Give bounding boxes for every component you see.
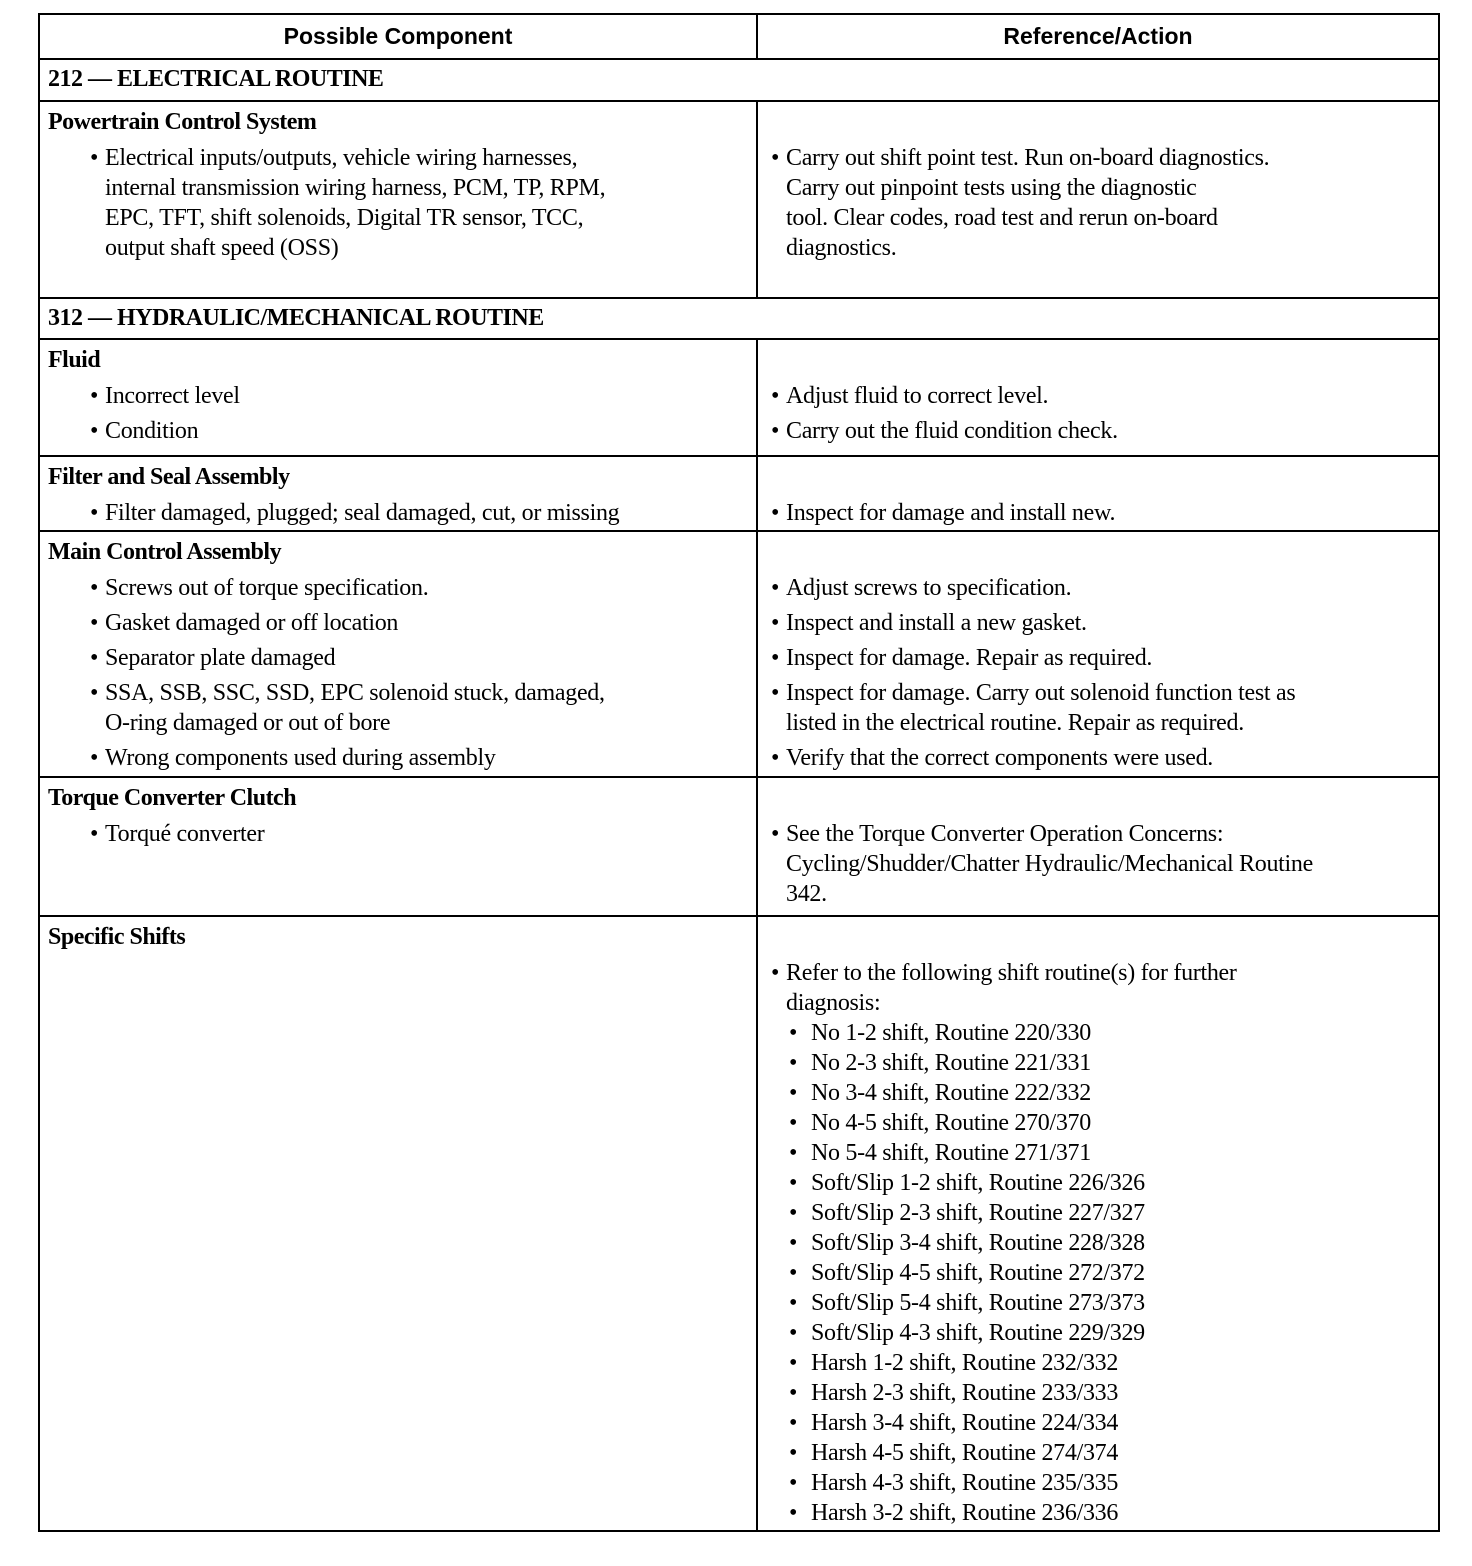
component-cell [39, 101, 757, 298]
bullet-icon: • [90, 645, 99, 671]
sub-bullet-item [786, 1318, 1438, 1348]
bullet-text: 342. [786, 881, 827, 907]
bullet-item [758, 958, 1438, 1528]
component-title: Specific Shifts [48, 924, 186, 950]
spacer [758, 457, 1438, 493]
bullet-icon: • [789, 1080, 798, 1106]
bullet-item [758, 608, 1438, 638]
sub-bullet-text: Soft/Slip 1-2 shift, Routine 226/326 [811, 1170, 1145, 1196]
bullet-text: Cycling/Shudder/Chatter Hydraulic/Mechanical Routine [786, 851, 1313, 877]
bullet-item [40, 381, 756, 411]
action-cell [757, 456, 1439, 531]
spacer [758, 340, 1438, 376]
bullet-text: output shaft speed (OSS) [105, 235, 339, 261]
bullet-icon: • [789, 1440, 798, 1466]
bullet-text: See the Torque Converter Operation Concerns: [786, 821, 1224, 847]
bullet-text: Condition [105, 418, 199, 444]
bullet-icon: • [771, 575, 780, 601]
bullet-icon: • [789, 1260, 798, 1286]
bullet-icon: • [771, 383, 780, 409]
sub-bullet-text: No 1-2 shift, Routine 220/330 [811, 1020, 1091, 1046]
component-cell [39, 456, 757, 531]
bullet-item [758, 573, 1438, 603]
bullet-icon: • [771, 745, 780, 771]
bullet-item [758, 416, 1438, 446]
component-title: Fluid [48, 347, 101, 373]
component-row [39, 339, 1439, 456]
component-row [39, 531, 1439, 777]
header-possible-component: Possible Component [39, 14, 757, 59]
bullet-text: internal transmission wiring harness, PCM, TP, RPM, [105, 175, 606, 201]
sub-bullet-text: No 4-5 shift, Routine 270/370 [811, 1110, 1091, 1136]
bullet-item [40, 143, 756, 263]
component-cell [39, 339, 757, 456]
bullet-text: Screws out of torque specification. [105, 575, 429, 601]
section-row [39, 59, 1439, 101]
bullet-icon: • [90, 680, 99, 706]
bullet-text: SSA, SSB, SSC, SSD, EPC solenoid stuck, damaged, [105, 680, 605, 706]
bullet-item [40, 416, 756, 446]
bullet-text: Verify that the correct components were used. [786, 745, 1213, 771]
sub-bullet-item [786, 1258, 1438, 1288]
sub-bullet-text: Soft/Slip 5-4 shift, Routine 273/373 [811, 1290, 1145, 1316]
bullet-text: EPC, TFT, shift solenoids, Digital TR sensor, TCC, [105, 205, 584, 231]
bullet-icon: • [789, 1170, 798, 1196]
component-cell [39, 531, 757, 777]
component-row [39, 456, 1439, 531]
sub-bullet-item [786, 1108, 1438, 1138]
table-header-row [39, 14, 1439, 59]
bullet-icon: • [789, 1290, 798, 1316]
bullet-item [758, 643, 1438, 673]
bullet-item [758, 819, 1438, 909]
bullet-icon: • [789, 1050, 798, 1076]
bullet-text: Adjust fluid to correct level. [786, 383, 1049, 409]
component-row [39, 916, 1439, 1531]
sub-bullet-item [786, 1438, 1438, 1468]
sub-bullet-text: Harsh 4-5 shift, Routine 274/374 [811, 1440, 1119, 1466]
sub-bullet-text: Harsh 4-3 shift, Routine 235/335 [811, 1470, 1119, 1496]
bullet-icon: • [789, 1140, 798, 1166]
sub-bullet-item [786, 1408, 1438, 1438]
bullet-text: Adjust screws to specification. [786, 575, 1072, 601]
sub-bullet-text: Harsh 3-4 shift, Routine 224/334 [811, 1410, 1119, 1436]
component-title: Main Control Assembly [48, 539, 282, 565]
bullet-item [40, 819, 756, 849]
bullet-text: Carry out the fluid condition check. [786, 418, 1118, 444]
bullet-icon: • [771, 145, 780, 171]
bullet-text: Inspect for damage. Carry out solenoid function test as [786, 680, 1296, 706]
bullet-text: Filter damaged, plugged; seal damaged, cut, or missing [105, 500, 620, 526]
bullet-item [758, 678, 1438, 738]
sub-bullet-text: Soft/Slip 3-4 shift, Routine 228/328 [811, 1230, 1145, 1256]
bullet-icon: • [90, 610, 99, 636]
component-row [39, 777, 1439, 916]
bullet-icon: • [771, 680, 780, 706]
sub-bullet-text: Harsh 2-3 shift, Routine 233/333 [811, 1380, 1119, 1406]
bullet-item [758, 143, 1438, 263]
sub-bullet-item [786, 1168, 1438, 1198]
bullet-icon: • [789, 1020, 798, 1046]
bullet-item [758, 381, 1438, 411]
bullet-text: Incorrect level [105, 383, 240, 409]
sub-bullet-item [786, 1078, 1438, 1108]
bullet-item [40, 743, 756, 773]
bullet-text: Torqué converter [105, 821, 265, 847]
bullet-item [40, 643, 756, 673]
action-cell [757, 916, 1439, 1531]
sub-bullet-text: No 2-3 shift, Routine 221/331 [811, 1050, 1091, 1076]
bullet-text: O-ring damaged or out of bore [105, 710, 391, 736]
diagnostic-table [38, 13, 1440, 1532]
sub-bullet-item [786, 1378, 1438, 1408]
spacer [758, 532, 1438, 568]
component-title: Torque Converter Clutch [48, 785, 297, 811]
bullet-icon: • [789, 1410, 798, 1436]
bullet-icon: • [789, 1230, 798, 1256]
bullet-icon: • [789, 1200, 798, 1226]
bullet-item [40, 678, 756, 738]
bullet-icon: • [771, 645, 780, 671]
bullet-text: Inspect for damage and install new. [786, 500, 1116, 526]
component-title: Filter and Seal Assembly [48, 464, 290, 490]
bullet-icon: • [789, 1380, 798, 1406]
sub-bullet-item [786, 1048, 1438, 1078]
section-title: 312 — HYDRAULIC/MECHANICAL ROUTINE [39, 298, 1439, 339]
bullet-item [758, 743, 1438, 773]
sub-bullet-item [786, 1468, 1438, 1498]
bullet-icon: • [771, 960, 780, 986]
bullet-icon: • [789, 1500, 798, 1526]
sub-bullet-item [786, 1288, 1438, 1318]
spacer [758, 778, 1438, 814]
sub-bullet-item [786, 1018, 1438, 1048]
component-cell [39, 916, 757, 1531]
bullet-text: Gasket damaged or off location [105, 610, 399, 636]
bullet-text: Carry out shift point test. Run on-board diagnostics. [786, 145, 1270, 171]
sub-bullet-text: Harsh 3-2 shift, Routine 236/336 [811, 1500, 1119, 1526]
sub-bullet-text: Soft/Slip 4-3 shift, Routine 229/329 [811, 1320, 1145, 1346]
bullet-text: Carry out pinpoint tests using the diagnostic [786, 175, 1197, 201]
spacer [758, 917, 1438, 953]
bullet-icon: • [771, 418, 780, 444]
sub-bullet-item [786, 1498, 1438, 1528]
bullet-text: Inspect for damage. Repair as required. [786, 645, 1153, 671]
action-cell [757, 531, 1439, 777]
bullet-icon: • [771, 821, 780, 847]
bullet-icon: • [90, 500, 99, 526]
section-title: 212 — ELECTRICAL ROUTINE [39, 59, 1439, 101]
bullet-icon: • [90, 575, 99, 601]
spacer [758, 102, 1438, 138]
bullet-text: Refer to the following shift routine(s) for further [786, 960, 1237, 986]
section-row [39, 298, 1439, 339]
bullet-icon: • [90, 383, 99, 409]
header-reference-action: Reference/Action [757, 14, 1439, 59]
sub-bullet-item [786, 1138, 1438, 1168]
sub-bullet-text: Harsh 1-2 shift, Routine 232/332 [811, 1350, 1119, 1376]
sub-bullet-item [786, 1198, 1438, 1228]
bullet-text: listed in the electrical routine. Repair as required. [786, 710, 1244, 736]
sub-bullet-item [786, 1348, 1438, 1378]
bullet-item [40, 608, 756, 638]
bullet-icon: • [90, 745, 99, 771]
bullet-text: Separator plate damaged [105, 645, 336, 671]
sub-bullet-item [786, 1228, 1438, 1258]
bullet-text: Wrong components used during assembly [105, 745, 496, 771]
bullet-item [40, 498, 756, 528]
sub-bullet-text: Soft/Slip 4-5 shift, Routine 272/372 [811, 1260, 1145, 1286]
sub-bullet-text: Soft/Slip 2-3 shift, Routine 227/327 [811, 1200, 1145, 1226]
bullet-text: Electrical inputs/outputs, vehicle wiring harnesses, [105, 145, 578, 171]
bullet-icon: • [771, 500, 780, 526]
sub-bullet-text: No 5-4 shift, Routine 271/371 [811, 1140, 1091, 1166]
bullet-icon: • [789, 1470, 798, 1496]
bullet-icon: • [90, 145, 99, 171]
bullet-icon: • [90, 821, 99, 847]
bullet-icon: • [789, 1350, 798, 1376]
component-cell [39, 777, 757, 916]
bullet-text: tool. Clear codes, road test and rerun on-board [786, 205, 1218, 231]
bullet-icon: • [771, 610, 780, 636]
component-title: Powertrain Control System [48, 109, 317, 135]
bullet-text: Inspect and install a new gasket. [786, 610, 1087, 636]
action-cell [757, 101, 1439, 298]
bullet-icon: • [90, 418, 99, 444]
bullet-text: diagnosis: [786, 990, 881, 1016]
sub-bullet-text: No 3-4 shift, Routine 222/332 [811, 1080, 1091, 1106]
bullet-icon: • [789, 1110, 798, 1136]
component-row [39, 101, 1439, 298]
bullet-icon: • [789, 1320, 798, 1346]
bullet-item [758, 498, 1438, 528]
bullet-text: diagnostics. [786, 235, 897, 261]
action-cell [757, 777, 1439, 916]
action-cell [757, 339, 1439, 456]
bullet-item [40, 573, 756, 603]
